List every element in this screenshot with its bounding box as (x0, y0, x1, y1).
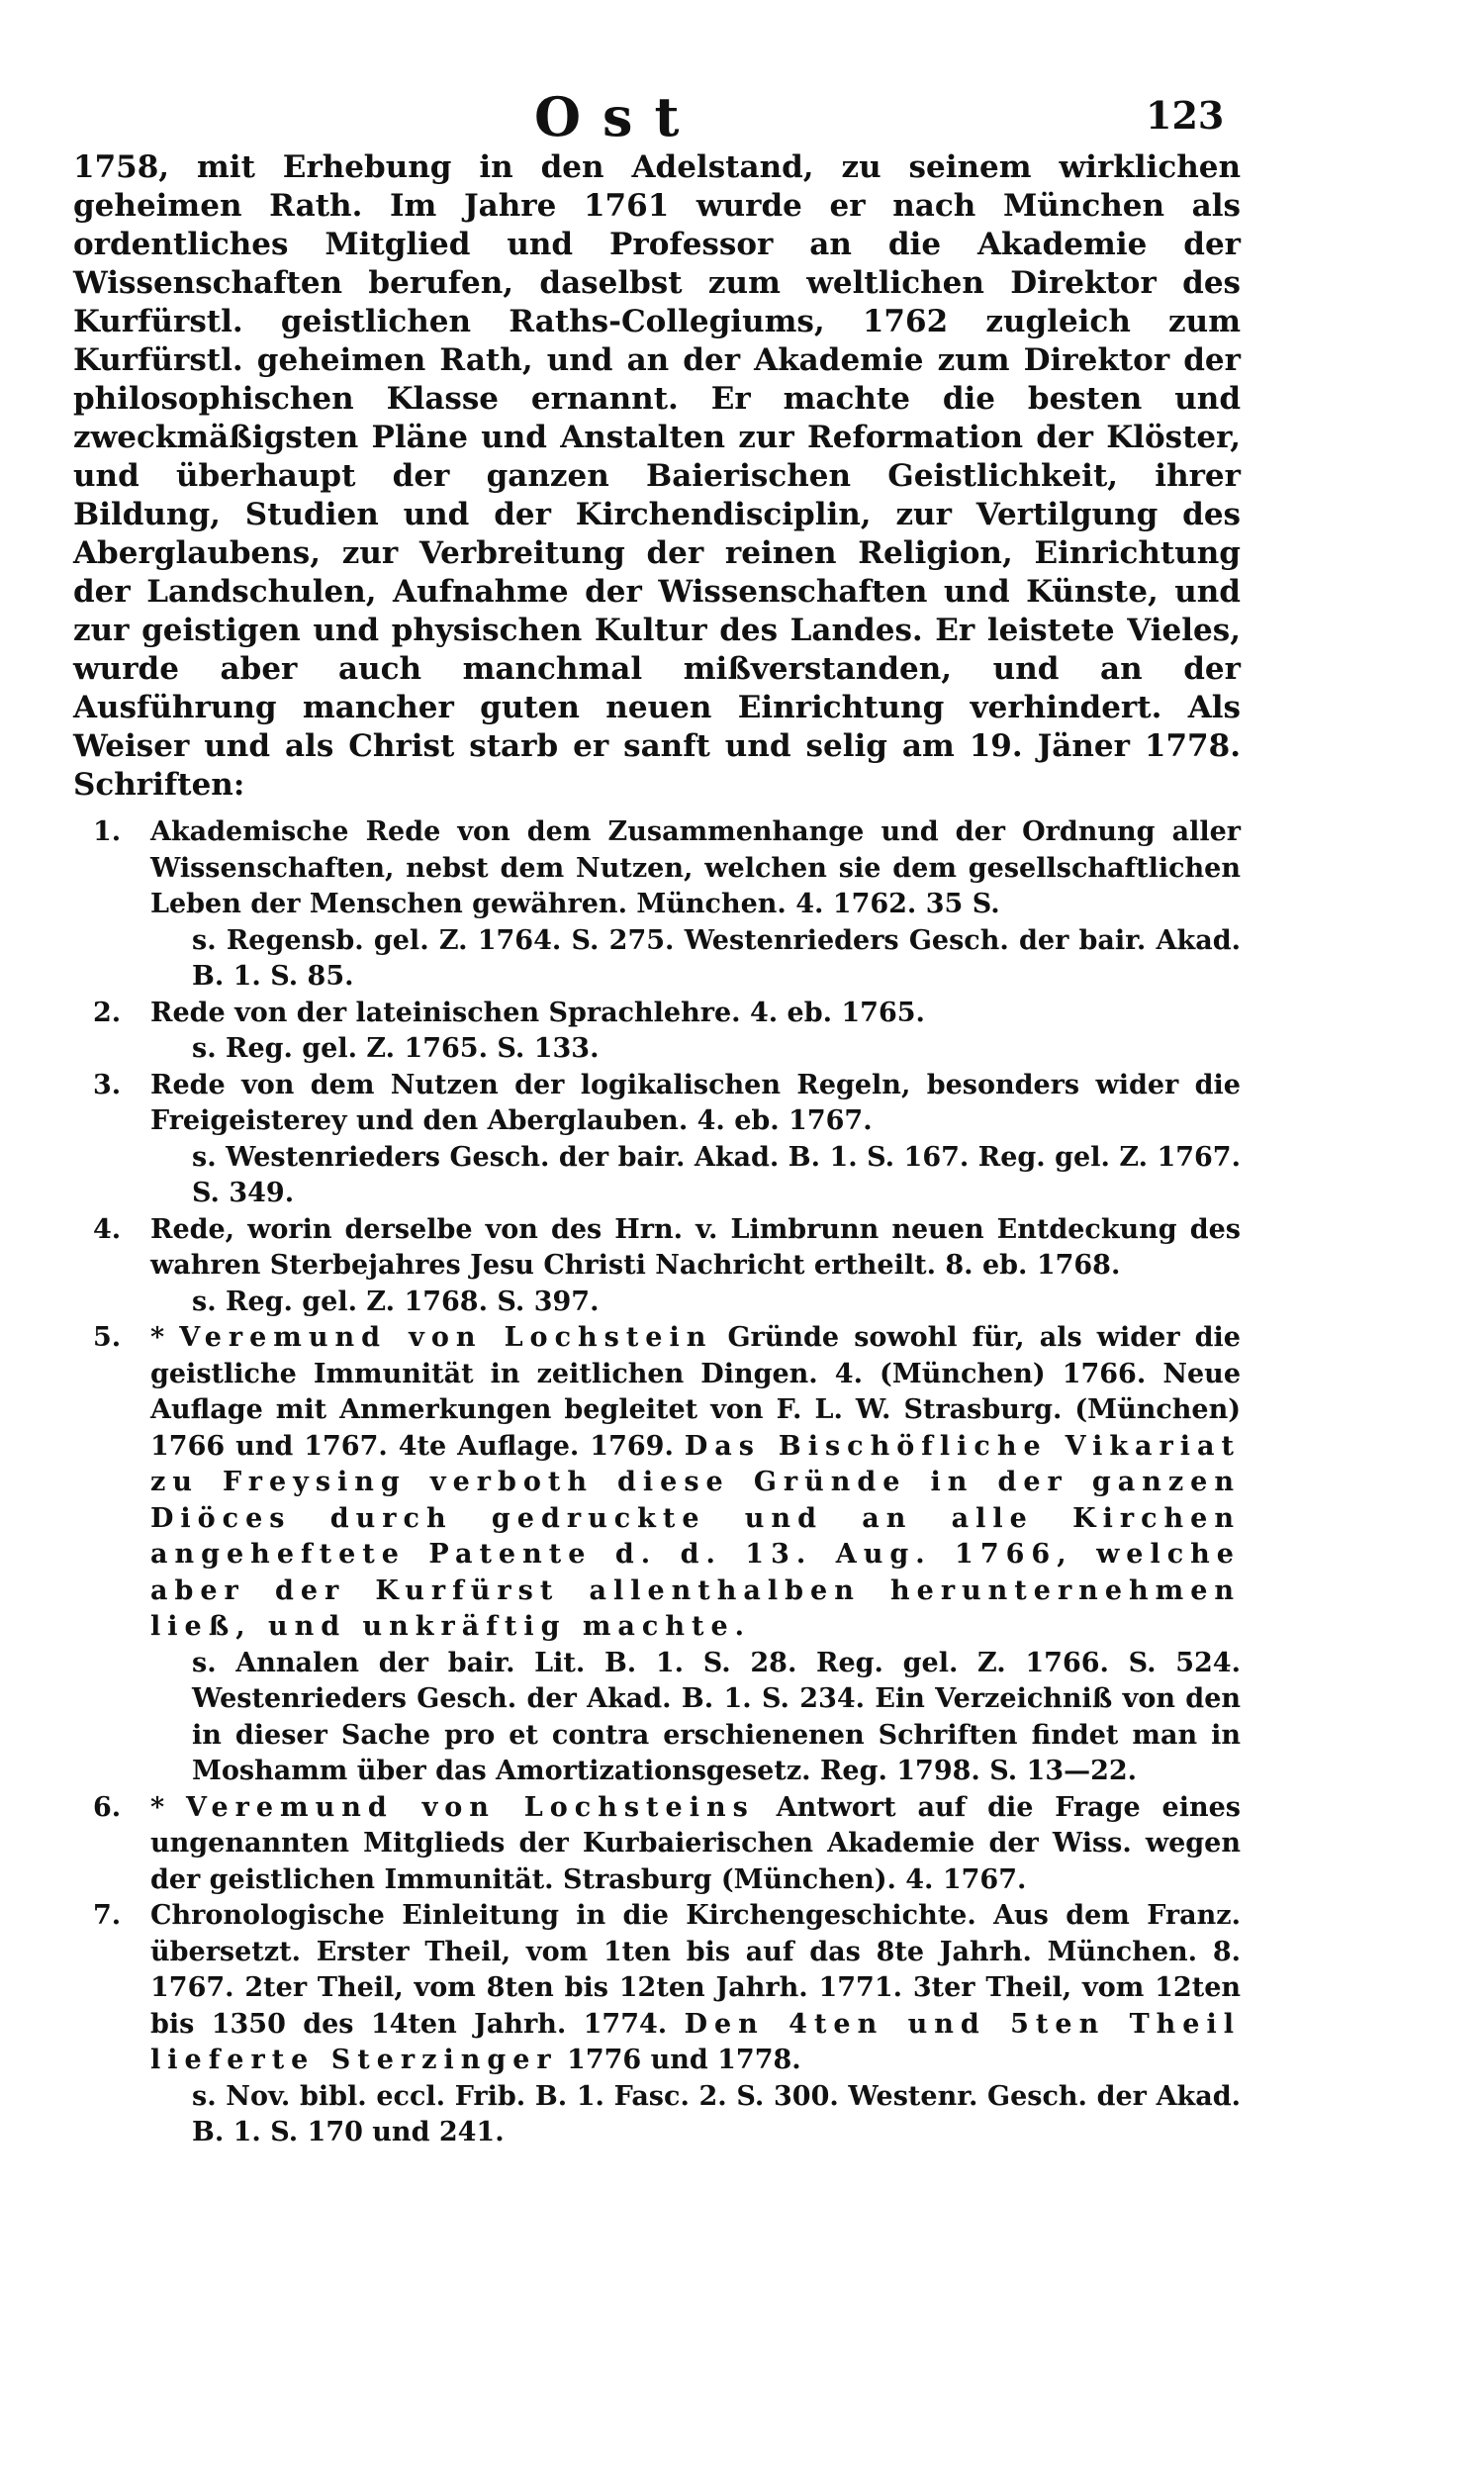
entry-number: 7. (93, 1900, 122, 1931)
running-head: Ost (534, 85, 701, 148)
anonymous-marker: * (150, 1322, 180, 1353)
bibliography-entry (73, 996, 1241, 1068)
entry-title: Rede von dem Nutzen der logikalischen Regeln, besonders wider die Freigeisterey und den Aberglauben. 4. eb. 1767. (150, 1069, 1241, 1136)
page-body (73, 148, 1241, 2151)
entry-note-spaced: Den 4ten und 5ten Theil lieferte Sterzinger (150, 2008, 1242, 2075)
entry-title (150, 1898, 1241, 2079)
entry-number: 4. (93, 1213, 122, 1245)
entry-number: 6. (93, 1791, 122, 1823)
bibliography-entry (73, 1212, 1241, 1321)
entry-title (150, 1790, 1241, 1899)
bibliography-list (73, 814, 1241, 2151)
entry-reference: s. Annalen der bair. Lit. B. 1. S. 28. Reg. gel. Z. 1766. S. 524. Westenrieders Gesch. der Akad. B. 1. S. 234. Ein Verzeichniß von den in dieser Sache pro et contra erschienenen Schriften findet man in Moshamm über das Amortizationsgesetz. Reg. 1798. S. 13—22. (192, 1647, 1241, 1786)
entry-title: Rede, worin derselbe von des Hrn. v. Limbrunn neuen Entdeckung des wahren Sterbejahres Jesu Christi Nachricht ertheilt. 8. eb. 1768. (150, 1213, 1241, 1281)
entry-reference: s. Reg. gel. Z. 1765. S. 133. (192, 1033, 600, 1064)
bibliography-entry (73, 1320, 1241, 1790)
entry-title-text: Antwort auf die Frage eines ungenannten Mitglieds der Kurbaierischen Akademie der Wiss. wegen der geistlichen Immunität. Strasburg (München). 4. 1767. (150, 1791, 1242, 1895)
entry-number: 2. (93, 997, 122, 1028)
entry-reference: s. Regensb. gel. Z. 1764. S. 275. Westenrieders Gesch. der bair. Akad. B. 1. S. 85. (192, 924, 1241, 992)
biography-paragraph: 1758, mit Erhebung in den Adelstand, zu seinem wirklichen geheimen Rath. Im Jahre 1761 wurde er nach München als ordentliches Mitglied und Professor an die Akademie der Wissenschaften berufen, daselbst zum weltlichen Direktor des Kurfürstl. geistlichen Raths-Collegiums, 1762 zugleich zum Kurfürstl. geheimen Rath, und an der Akademie zum Direktor der philosophischen Klasse ernannt. Er machte die besten und zweckmäßigsten Pläne und Anstalten zur Reformation der Klöster, und überhaupt der ganzen Baierischen Geistlichkeit, ihrer Bildung, Studien und der Kirchendisciplin, zur Vertilgung des Aberglaubens, zur Verbreitung der reinen Religion, Einrichtung der Landschulen, Aufnahme der Wissenschaften und Künste, und zur geistigen und physischen Kultur des Landes. Er leistete Vieles, wurde aber auch manchmal mißverstanden, und an der Ausführung mancher guten neuen Einrichtung verhindert. Als Weiser und als Christ starb er sanft und selig am 19. Jäner 1778. Schriften: (73, 149, 1241, 803)
pseudonym: Veremund von Lochstein (179, 1322, 713, 1353)
entry-number: 3. (93, 1069, 122, 1100)
bibliography-entry (73, 1898, 1241, 2151)
bibliography-entry (73, 814, 1241, 996)
entry-title: Akademische Rede von dem Zusammenhange und der Ordnung aller Wissenschaften, nebst dem Nutzen, welchen sie dem gesellschaftlichen Leben der Menschen gewähren. München. 4. 1762. 35 S. (150, 816, 1241, 919)
entry-reference: s. Reg. gel. Z. 1768. S. 397. (192, 1286, 600, 1317)
entry-note-spaced: Das Bischöfliche Vikariat zu Freysing verboth diese Gründe in der ganzen Diöces durch gedruckte und an alle Kirchen angeheftete Patente d. d. 13. Aug. 1766, welche aber der Kurfürst allenthalben herunternehmen ließ, und unkräftig machte. (150, 1430, 1241, 1642)
page-header (0, 85, 1484, 154)
entry-title: Rede von der lateinischen Sprachlehre. 4. eb. 1765. (150, 997, 925, 1028)
page-number: 123 (1146, 93, 1225, 138)
entry-reference: s. Westenrieders Gesch. der bair. Akad. B. 1. S. 167. Reg. gel. Z. 1767. S. 349. (192, 1141, 1241, 1208)
pseudonym: Veremund von Lochsteins (185, 1791, 755, 1823)
entry-title (150, 1320, 1241, 1646)
anonymous-marker: * (150, 1791, 186, 1823)
bibliography-entry (73, 1790, 1241, 1899)
entry-number: 1. (93, 816, 122, 847)
entry-title-text: 1776 und 1778. (557, 2045, 801, 2075)
entry-title-text: Gründe sowohl für, als wider die geistliche Immunität in zeitlichen Dingen. 4. (München) 1766. Neue Auflage mit Anmerkungen begleitet von F. L. W. Strasburg. (München) 1766 und 1767. 4te Auflage. 1769. (150, 1322, 1241, 1462)
entry-reference: s. Nov. bibl. eccl. Frib. B. 1. Fasc. 2. S. 300. Westenr. Gesch. der Akad. B. 1. S. 170 und 241. (192, 2080, 1241, 2147)
entry-title-text: Chronologische Einleitung in die Kirchengeschichte. Aus dem Franz. übersetzt. Erster Theil, vom 1ten bis auf das 8te Jahrh. München. 8. 1767. 2ter Theil, vom 8ten bis 12ten Jahrh. 1771. 3ter Theil, vom 12ten bis 1350 des 14ten Jahrh. 1774. (150, 1900, 1241, 2040)
bibliography-entry (73, 1068, 1241, 1212)
entry-number: 5. (93, 1322, 122, 1353)
